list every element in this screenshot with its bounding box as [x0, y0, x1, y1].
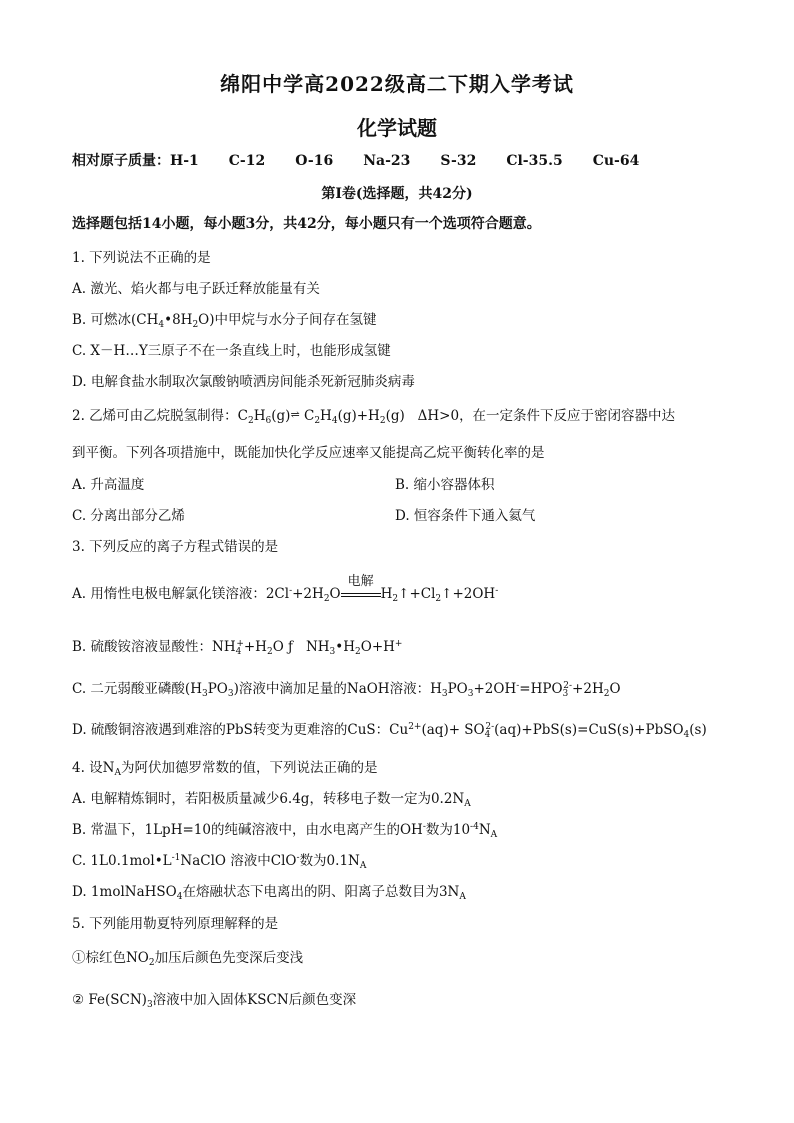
exam-subtitle: 化学试题 — [357, 116, 437, 140]
q1-stem: 1. 下列说法不正确的是 — [72, 250, 211, 266]
q2-stem: 2. 乙烯可由乙烷脱氢制得：$C_2H_6(g)\rightleftharpoons$ $C_2H_4(g)+H_2(g)$ ΔH>0，在一定条件下反应于密闭容器中达 — [72, 408, 676, 426]
q2-option-c: C. 分离出部分乙烯 — [72, 508, 185, 524]
section-instruction: 选择题包括14小题，每小题3分，共42分，每小题只有一个选项符合题意。 — [72, 216, 541, 232]
q5-item-1: ①棕红色$NO_2$加压后颜色先变深后变浅 — [72, 950, 304, 968]
q1-option-a: A. 激光、焰火都与电子跃迁释放能量有关 — [72, 281, 320, 297]
q1-option-b: B. 可燃冰$(CH_4•8H_2O)$中甲烷与水分子间存在氢键 — [72, 312, 377, 330]
q4-stem: 4. 设$N_A$为阿伏加德罗常数的值，下列说法正确的是 — [72, 760, 378, 778]
exam-title: 绵阳中学高2022级高二下期入学考试 — [220, 72, 574, 96]
section-heading: 第Ⅰ卷(选择题，共42分) — [321, 186, 473, 202]
q4-option-b: B. 常温下，1LpH=10的纯碱溶液中，由水电离产生的OH-数为$10^{-4}N_A$ — [72, 822, 498, 840]
equilibrium-arrows-icon: ⇌ — [290, 408, 300, 421]
q2-stem-line2: 到平衡。下列各项措施中，既能加快化学反应速率又能提高乙烷平衡转化率的是 — [72, 445, 545, 461]
electrolysis-condition: 电解 — [341, 586, 381, 602]
q2-option-b: B. 缩小容器体积 — [395, 477, 495, 493]
atomic-mass-line — [72, 150, 639, 170]
mass-o: O-16 — [295, 153, 334, 169]
q2-option-d: D. 恒容条件下通入氦气 — [395, 508, 536, 524]
q3-option-c: C. 二元弱酸亚磷酸$(H_3PO_3)$溶液中滴加足量的NaOH溶液：$H_3PO_3+2OH^-=HPO_3^{2-}+2H_2O$ — [72, 681, 621, 699]
mass-cu: Cu-64 — [592, 153, 640, 169]
q1-option-d: D. 电解食盐水制取次氯酸钠喷洒房间能杀死新冠肺炎病毒 — [72, 374, 415, 390]
q5-stem: 5. 下列能用勒夏特列原理解释的是 — [72, 916, 279, 932]
atomic-mass-label: 相对原子质量： — [72, 153, 170, 169]
q3-option-a: A. 用惰性电极电解氯化镁溶液：$2Cl^-+2H_2O$ 电解 $H_2↑+Cl_2↑+2OH^-$ — [72, 574, 499, 604]
q3-option-b: B. 硫酸铵溶液显酸性：$NH_4^++H_2O$ ƒ $NH_3•H_2O+H^+$ — [72, 639, 403, 657]
mass-s: S-32 — [440, 153, 477, 169]
q5-item-2: ② $Fe(SCN)_3$溶液中加入固体KSCN后颜色变深 — [72, 992, 357, 1010]
q4-option-d: D. 1molNaHSO$_4$在熔融状态下电离出的阴、阳离子总数目为$3N_A$ — [72, 884, 466, 902]
q3-stem: 3. 下列反应的离子方程式错误的是 — [72, 539, 279, 555]
mass-h: H-1 — [170, 153, 199, 169]
q4-option-a: A. 电解精炼铜时，若阳极质量减少6.4g，转移电子数一定为$0.2N_A$ — [72, 791, 471, 809]
mass-c: C-12 — [228, 153, 266, 169]
q3-option-d: D. 硫酸铜溶液遇到难溶的PbS转变为更难溶的CuS：$Cu^{2+}(aq)+$ $SO_4^{2-}(aq)+PbS(s)=CuS(s)+PbSO_4(s)$ — [72, 722, 707, 740]
q4-option-c: C. $1L0.1mol•L^{-1}NaClO$ 溶液中ClO-数为$0.1N_A$ — [72, 853, 367, 871]
q1-option-c: C. X－H…Y三原子不在一条直线上时，也能形成氢键 — [72, 343, 391, 359]
q2-option-a: A. 升高温度 — [72, 477, 145, 493]
mass-na: Na-23 — [363, 153, 411, 169]
mass-cl: Cl-35.5 — [506, 153, 563, 169]
